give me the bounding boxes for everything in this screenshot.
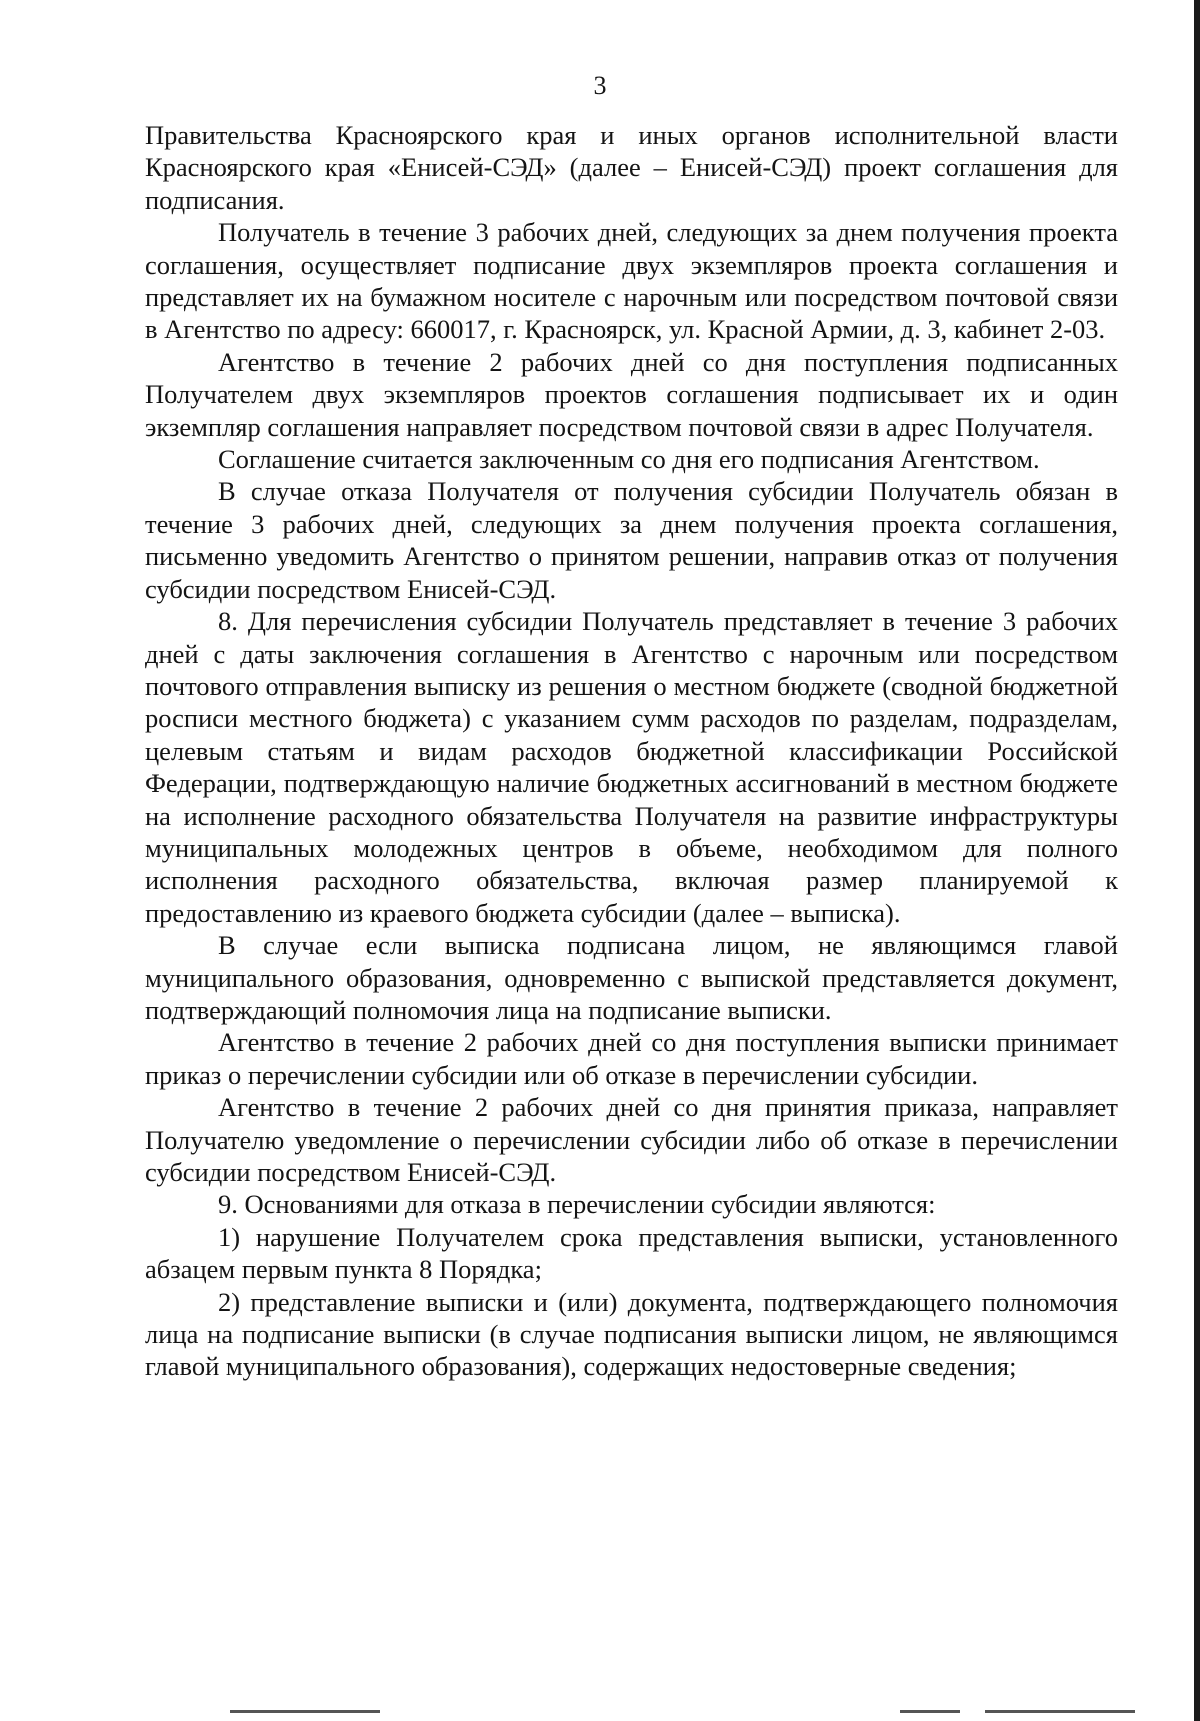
paragraph-item-9: 9. Основаниями для отказа в перечислении субсидии являются: — [218, 1189, 936, 1220]
paragraph-subitem-2: 2) представление выписки и (или) документа, подтверждающего полномочия лица на подписание выписки (в случае подписания выписки лицом, не являющимся главой муниципального образования), содержащих недостоверные сведения; — [145, 1286, 1118, 1382]
paragraph-4: Соглашение считается заключенным со дня его подписания Агентством. — [218, 444, 1040, 475]
page-number: 3 — [593, 71, 607, 100]
paragraph-2: Получатель в течение 3 рабочих дней, следующих за днем получения проекта соглашения, осуществляет подписание двух экземпляров проекта соглашения и представляет их на бумажном носителе с нарочным или посредством почтовой связи в Агентство по адресу: 660017, г. Красноярск, ул. Красной Армии, д. 3, кабинет 2-03. — [145, 217, 1118, 345]
document-body — [145, 119, 1118, 1383]
paragraph-5: В случае отказа Получателя от получения субсидии Получатель обязан в течение 3 рабочих дней, следующих за днем получения проекта соглашения, письменно уведомить Агентство о принятом решении, направив отказ от получения субсидии посредством Енисей-СЭД. — [145, 476, 1118, 604]
paragraph-9: Агентство в течение 2 рабочих дней со дня принятия приказа, направляет Получателю уведомление о перечислении субсидии либо об отказе в перечислении субсидии посредством Енисей-СЭД. — [145, 1092, 1118, 1187]
paragraph-item-8: 8. Для перечисления субсидии Получатель представляет в течение 3 рабочих дней с даты заключения соглашения в Агентство с нарочным или посредством почтового отправления выписку из решения о местном бюджете (сводной бюджетной росписи местного бюджета) с указанием сумм расходов по разделам, подразделам, целевым статьям и видам расходов бюджетной классификации Российской Федерации, подтверждающую наличие бюджетных ассигнований в местном бюджете на исполнение расходного обязательства Получателя на развитие инфраструктуры муниципальных молодежных центров в объеме, необходимом для полного исполнения расходного обязательства, включая размер планируемой к предоставлению из краевого бюджета субсидии (далее – выписка). — [145, 606, 1118, 928]
paragraph-7: В случае если выписка подписана лицом, не являющимся главой муниципального образования, одновременно с выпиской представляется документ, подтверждающий полномочия лица на подписание выписки. — [145, 930, 1118, 1025]
paragraph-8: Агентство в течение 2 рабочих дней со дня поступления выписки принимает приказ о перечислении субсидии или об отказе в перечислении субсидии. — [145, 1027, 1118, 1090]
scan-bottom-marks — [0, 1707, 1200, 1713]
paragraph-subitem-1: 1) нарушение Получателем срока представления выписки, установленного абзацем первым пункта 8 Порядка; — [145, 1221, 1118, 1285]
paragraph-1: Правительства Красноярского края и иных органов исполнительной власти Красноярского края «Енисей-СЭД» (далее – Енисей-СЭД) проект соглашения для подписания. — [145, 120, 1118, 215]
paragraph-3: Агентство в течение 2 рабочих дней со дня поступления подписанных Получателем двух экземпляров проектов соглашения подписывает их и один экземпляр соглашения направляет посредством почтовой связи в адрес Получателя. — [145, 346, 1118, 442]
scan-page-edge — [1194, 0, 1200, 1721]
